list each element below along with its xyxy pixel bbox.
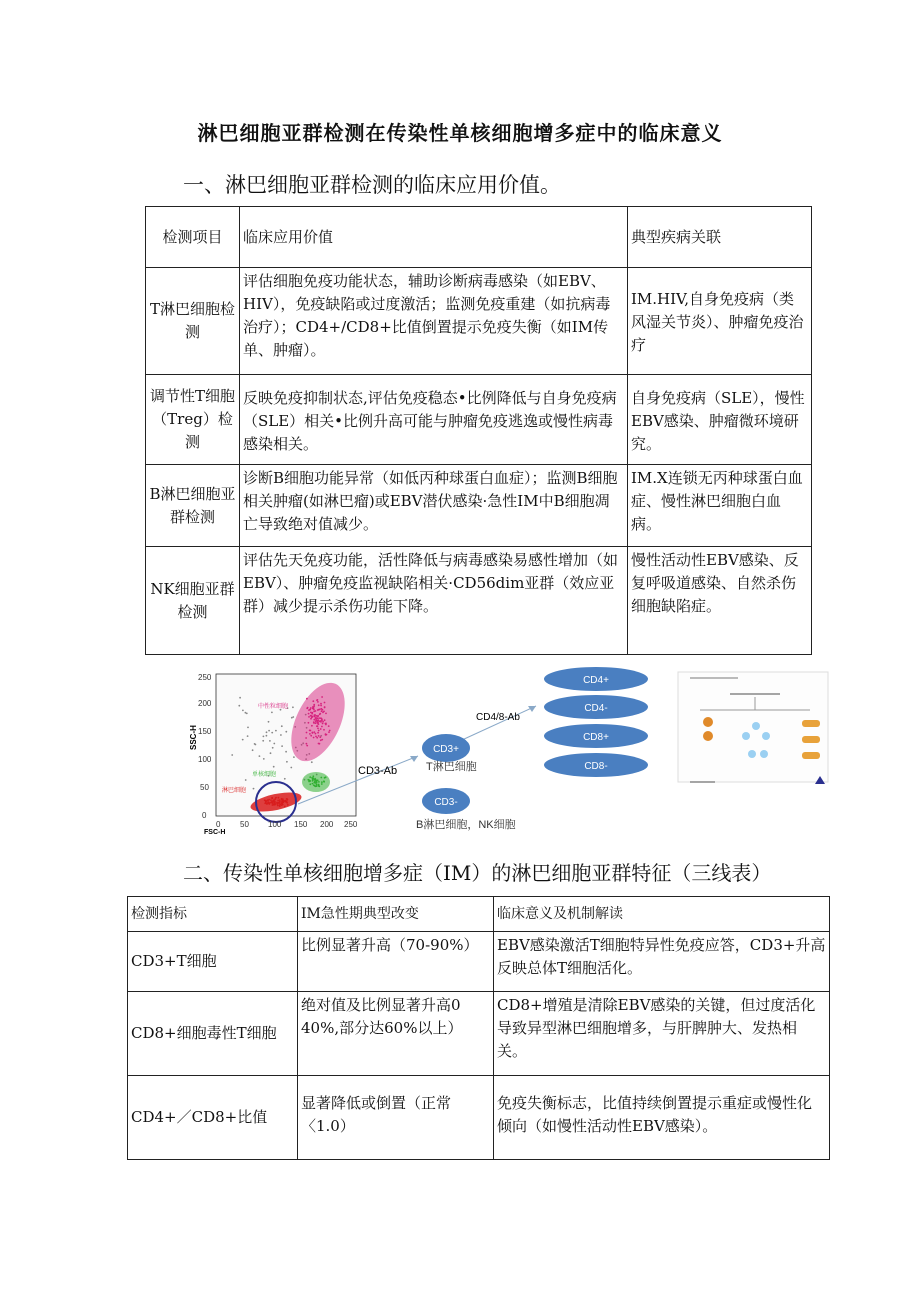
table-cell: B淋巴细胞亚群检测 — [146, 465, 240, 547]
bubble-label: CD3+ — [433, 744, 459, 755]
y-tick: 50 — [200, 783, 209, 792]
table-cell: EBV感染激活T细胞特异性免疫应答，CD3+升高反映总体T细胞活化。 — [494, 932, 830, 992]
header-cell: 典型疾病关联 — [628, 207, 812, 268]
x-axis-label: FSC-H — [204, 829, 226, 836]
table-cell: CD4+／CD8+比值 — [128, 1076, 298, 1160]
scatter-dot — [290, 767, 292, 769]
table-cell: 诊断B细胞功能异常（如低丙种球蛋白血症）；监测B细胞相关肿瘤(如淋巴瘤)或EBV潜伏感染·急性IM中B细胞凋亡导致绝对值减少。 — [240, 465, 628, 547]
scatter-dot — [273, 766, 275, 768]
table-cell: IM.X连锁无丙种球蛋白血症、慢性淋巴细胞白血病。 — [628, 465, 812, 547]
scatter-dot — [280, 734, 282, 736]
scatter-dot — [246, 713, 248, 715]
y-tick: 200 — [198, 699, 212, 708]
arrow-label: CD3-Ab — [358, 765, 398, 777]
lineage-diagram-thumbnail — [678, 672, 828, 784]
scatter-dot — [259, 755, 261, 757]
table-header-row — [128, 897, 830, 932]
scatter-dot — [263, 736, 265, 738]
table-row — [146, 375, 812, 465]
scatter-dot — [242, 739, 244, 741]
scatter-dot — [238, 705, 240, 707]
y-axis-label: SSC-H — [189, 725, 198, 750]
scatter-dot — [293, 756, 295, 758]
scatter-dot — [231, 754, 233, 756]
table-cell: IM.HIV,自身免疫病（类风湿关节炎）、肿瘤免疫治疗 — [628, 268, 812, 375]
scatter-dot — [242, 710, 244, 712]
table-cell: CD3+T细胞 — [128, 932, 298, 992]
x-tick: 0 — [216, 820, 221, 829]
y-tick: 150 — [198, 727, 212, 736]
scatter-dot — [239, 697, 241, 699]
table-cell: 免疫失衡标志，比值持续倒置提示重症或慢性化倾向（如慢性活动性EBV感染）。 — [494, 1076, 830, 1160]
x-tick: 150 — [294, 820, 308, 829]
section2-heading: 二、传染性单核细胞增多症（IM）的淋巴细胞亚群特征（三线表） — [183, 861, 772, 885]
table-cell: T淋巴细胞检测 — [146, 268, 240, 375]
table-cell: 调节性T细胞（Treg）检测 — [146, 375, 240, 465]
scatter-dot — [252, 749, 254, 751]
scatter-dot — [271, 732, 273, 734]
bubble-caption: T淋巴细胞 — [426, 761, 477, 773]
table-row — [128, 1076, 830, 1160]
bubble-caption: B淋巴细胞，NK细胞 — [416, 819, 516, 831]
scatter-dot — [255, 744, 257, 746]
clinical-value-table — [145, 206, 812, 655]
x-tick: 100 — [268, 820, 282, 829]
table-cell: 自身免疫病（SLE），慢性EBV感染、肿瘤微环境研究。 — [628, 375, 812, 465]
x-tick: 250 — [344, 820, 358, 829]
header-cell: 临床意义及机制解读 — [494, 897, 830, 932]
table-row — [146, 465, 812, 547]
scatter-dot — [281, 725, 283, 727]
x-tick: 200 — [320, 820, 334, 829]
table-cell: 绝对值及比例显著升高0 40%,部分达60%以上） — [298, 992, 494, 1076]
scatter-dot — [263, 758, 265, 760]
scatter-dot — [271, 712, 273, 714]
document-title: 淋巴细胞亚群检测在传染性单核细胞增多症中的临床意义 — [197, 121, 723, 145]
header-cell: 临床应用价值 — [240, 207, 628, 268]
scatter-dot — [266, 731, 268, 733]
im-features-table — [127, 896, 830, 1160]
table-cell: CD8+细胞毒性T细胞 — [128, 992, 298, 1076]
scatter-dot — [266, 735, 268, 737]
table-cell: 评估先天免疫功能，活性降低与病毒感染易感性增加（如EBV）、肿瘤免疫监视缺陷相关·CD56dim亚群（效应亚群）减少提示杀伤功能下降。 — [240, 547, 628, 655]
scatter-dot — [292, 706, 294, 708]
scatter-dot — [285, 751, 287, 753]
scatter-dot — [284, 778, 286, 780]
table-header-row — [146, 207, 812, 268]
y-tick: 0 — [202, 811, 207, 820]
scatter-dot — [270, 752, 272, 754]
scatter-dot — [311, 761, 313, 763]
subset-label: CD8+ — [583, 732, 609, 743]
table-row — [128, 992, 830, 1076]
table-row — [146, 268, 812, 375]
population-label: 中性粒细胞 — [258, 704, 289, 710]
table-cell: NK细胞亚群检测 — [146, 547, 240, 655]
y-tick: 250 — [198, 673, 212, 682]
scatter-dot — [269, 740, 271, 742]
subset-label: CD4- — [584, 703, 608, 714]
flow-cytometry-plot — [189, 673, 358, 836]
scatter-dot — [285, 731, 287, 733]
scatter-dot — [275, 730, 277, 732]
table-cell: CD8+增殖是清除EBV感染的关键，但过度活化导致异型淋巴细胞增多，与肝脾肿大、发热相关。 — [494, 992, 830, 1076]
bubble-label: CD3- — [434, 797, 458, 808]
y-tick: 100 — [198, 755, 212, 764]
population-label: 淋巴细胞 — [222, 788, 247, 794]
table-cell: 评估细胞免疫功能状态，辅助诊断病毒感染（如EBV、HIV），免疫缺陷或过度激活；监测免疫重建（如抗病毒治疗）；CD4+/CD8+比值倒置提示免疫失衡（如IM传单、肿瘤）。 — [240, 268, 628, 375]
scatter-dot — [273, 743, 275, 745]
table-cell: 显著降低或倒置（正常〈1.0） — [298, 1076, 494, 1160]
scatter-dot — [247, 727, 249, 729]
scatter-dot — [268, 721, 270, 723]
scatter-dot — [272, 747, 274, 749]
scatter-dot — [245, 779, 247, 781]
table-cell: 比例显著升高（70-90%） — [298, 932, 494, 992]
section1-heading: 一、淋巴细胞亚群检测的临床应用价值。 — [183, 173, 561, 197]
scatter-dot — [262, 740, 264, 742]
header-cell: 检测项目 — [146, 207, 240, 268]
scatter-dot — [247, 735, 249, 737]
table-row — [146, 547, 812, 655]
table-cell: 反映免疫抑制状态,评估免疫稳态•比例降低与自身免疫病（SLE）相关•比例升高可能与肿瘤免疫逃逸或慢性病毒感染相关。 — [240, 375, 628, 465]
scatter-dot — [268, 730, 270, 732]
subset-bubbles — [544, 667, 648, 777]
subset-label: CD8- — [584, 761, 608, 772]
x-tick: 50 — [240, 820, 249, 829]
scatter-dot — [286, 761, 288, 763]
population-label: 单核细胞 — [252, 772, 277, 778]
scatter-dot — [292, 716, 294, 718]
table-row — [128, 932, 830, 992]
header-cell: IM急性期典型改变 — [298, 897, 494, 932]
lymphocyte-subset-figure — [190, 664, 830, 834]
table-cell: 慢性活动性EBV感染、反复呼吸道感染、自然杀伤细胞缺陷症。 — [628, 547, 812, 655]
scatter-dot — [281, 745, 283, 747]
subset-label: CD4+ — [583, 675, 609, 686]
scatter-dot — [253, 788, 255, 790]
header-cell: 检测指标 — [128, 897, 298, 932]
arrow-label: CD4/8-Ab — [476, 712, 520, 723]
